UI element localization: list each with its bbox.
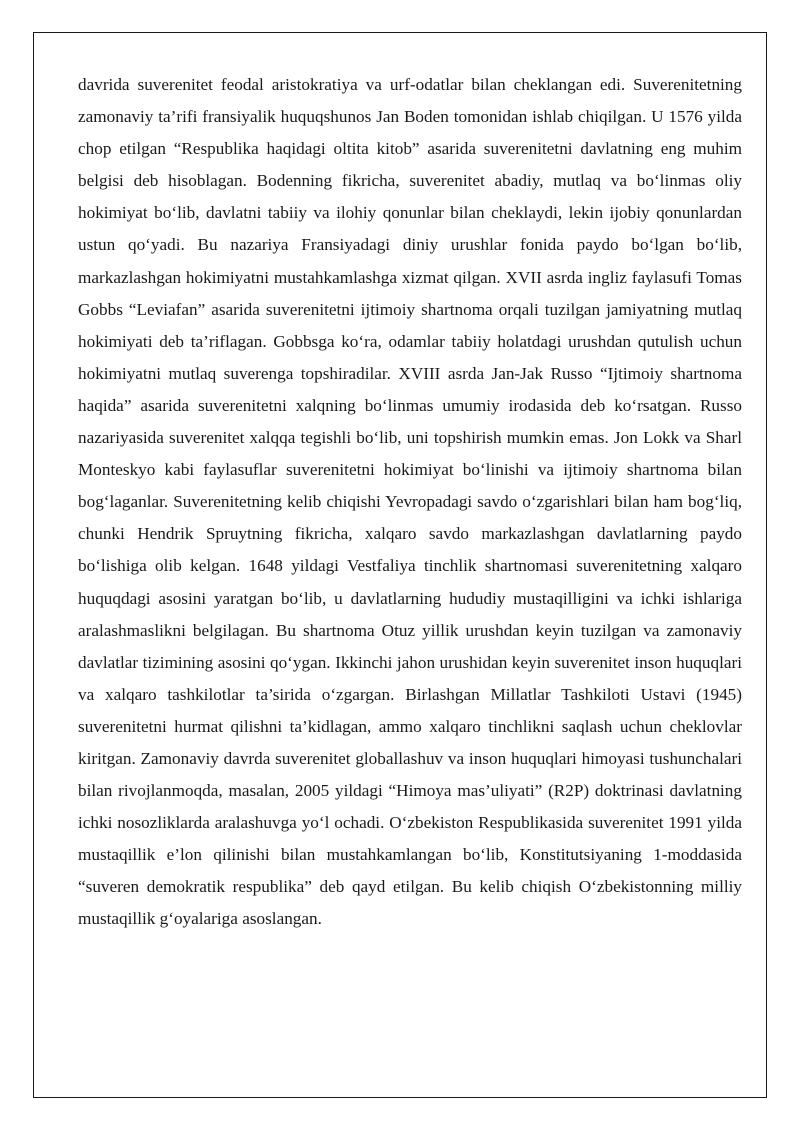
body-paragraph: davrida suverenitet feodal aristokratiya va urf-odatlar bilan cheklangan edi. Suverenitetning zamonaviy ta’rifi fransiyalik huquqshunos Jan Boden tomonidan ishlab chiqilgan. U 1576 yilda chop etilgan “Respublika haqidagi oltita kitob” asarida suverenitetni davlatning eng muhim belgisi deb hisoblagan. Bodenning fikricha, suverenitet abadiy, mutlaq va bo‘linmas oliy hokimiyat bo‘lib, davlatni tabiiy va ilohiy qonunlar bilan cheklaydi, lekin ijobiy qonunlardan ustun qo‘yadi. Bu nazariya Fransiyadagi diniy urushlar fonida paydo bo‘lgan bo‘lib, markazlashgan hokimiyatni mustahkamlashga xizmat qilgan. XVII asrda ingliz faylasufi Tomas Gobbs “Leviafan” asarida suverenitetni ijtimoiy shartnoma orqali tuzilgan jamiyatning mutlaq hokimiyati deb ta’riflagan. Gobbsga ko‘ra, odamlar tabiiy holatdagi urushdan qutulish uchun hokimiyatni mutlaq suverenga topshiradilar. XVIII asrda Jan-Jak Russo “Ijtimoiy shartnoma haqida” asarida suverenitetni xalqning bo‘linmas umumiy irodasida deb ko‘rsatgan. Russo nazariyasida suverenitet xalqqa tegishli bo‘lib, uni topshirish mumkin emas. Jon Lokk va Sharl Monteskyo kabi faylasuflar suverenitetni hokimiyat bo‘linishi va ijtimoiy shartnoma bilan bog‘laganlar. Suverenitetning kelib chiqishi Yevropadagi savdo o‘zgarishlari bilan ham bog‘liq, chunki Hendrik Spruytning fikricha, xalqaro savdo markazlashgan davlatlarning paydo bo‘lishiga olib kelgan. 1648 yildagi Vestfaliya tinchlik shartnomasi suverenitetning xalqaro huquqdagi asosini yaratgan bo‘lib, u davlatlarning hududiy mustaqilligini va ichki ishlariga aralashmaslikni belgilagan. Bu shartnoma Otuz yillik urushdan keyin tuzilgan va zamonaviy davlatlar tizimining asosini qo‘ygan. Ikkinchi jahon urushidan keyin suverenitet inson huquqlari va xalqaro tashkilotlar ta’sirida o‘zgargan. Birlashgan Millatlar Tashkiloti Ustavi (1945) suverenitetni hurmat qilishni ta’kidlagan, ammo xalqaro tinchlikni saqlash uchun cheklovlar kiritgan. Zamonaviy davrda suverenitet globallashuv va inson huquqlari himoyasi tushunchalari bilan rivojlanmoqda, masalan, 2005 yildagi “Himoya mas’uliyati” (R2P) doktrinasi davlatning ichki nosozliklarda aralashuvga yo‘l ochadi. O‘zbekiston Respublikasida suverenitet 1991 yilda mustaqillik e’lon qilinishi bilan mustahkamlangan bo‘lib, Konstitutsiyaning 1-moddasida “suveren demokratik respublika” deb qayd etilgan. Bu kelib chiqish O‘zbekistonning milliy mustaqillik g‘oyalariga asoslangan.	[78, 75, 742, 929]
